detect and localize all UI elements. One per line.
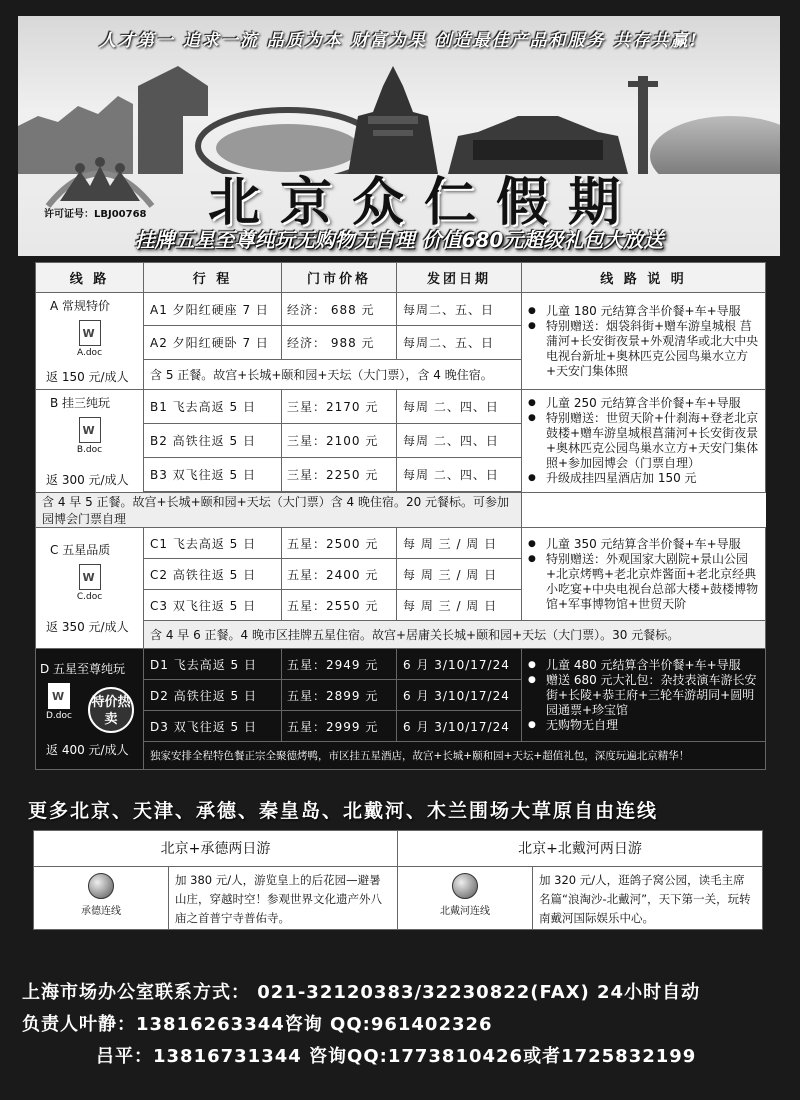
description-cell [522, 390, 766, 493]
combo-description: 加 320 元/人，逛鸽子窝公园，读毛主席名篇“浪淘沙-北戴河”，天下第一关，玩转南戴河国际娱乐中心。 [539, 873, 751, 925]
col-header-price: 门市价格 [282, 263, 397, 293]
desc-item: ● 特别赠送：世贸天阶+什刹海+登老北京鼓楼+赠车游皇城根菖蒲河+长安街夜景+奥林匹克公园鸟巢水立方+天安门集体照+参加园博会（门票自理） [528, 411, 761, 471]
special-offer-badge: 特价热卖 [88, 687, 134, 733]
contact-person-1: 负责人叶静：13816263344咨询 QQ:961402326 [22, 1014, 493, 1035]
globe-icon [452, 873, 478, 899]
more-routes-heading: 更多北京、天津、承德、秦皇岛、北戴河、木兰围场大草原自由连线 [28, 800, 659, 822]
contact-person-2: 吕平：13816731344 咨询QQ:1773810426或者1725832199 [96, 1046, 697, 1067]
combo-icon-label: 承德连线 [81, 906, 121, 917]
line-cell-d [36, 649, 144, 770]
col-header-description: 线 路 说 明 [522, 263, 766, 293]
desc-item: ● 无购物无自理 [528, 718, 761, 733]
combo-title: 北京+北戴河两日游 [398, 831, 762, 867]
price-cell: 五星：2899 元 [282, 680, 397, 711]
line-cell-b [36, 390, 144, 493]
line-name: A 常规特价 [50, 299, 111, 313]
doc-filename[interactable]: D.doc [46, 711, 72, 721]
desc-item: ● 特别赠送：烟袋斜街+赠车游皇城根 莒蒲河+长安街夜景+外观清华或北大中央电视台新址+奥林匹克公园鸟巢水立方+天安门集体照 [528, 319, 761, 379]
table-row [36, 390, 766, 424]
table-row [36, 742, 766, 770]
word-doc-icon[interactable] [79, 417, 101, 443]
combo-description: 加 380 元/人，游览皇上的后花园—避暑山庄，穿越时空！参观世界文化遗产外八庙之首普宁寺普佑寺。 [175, 873, 382, 925]
inclusion-note: 含 4 早 6 正餐。4 晚市区挂牌五星住宿。故宫+居庸关长城+颐和园+天坛（大门票）。30 元餐标。 [144, 621, 766, 649]
price-cell: 三星：2100 元 [282, 423, 397, 457]
itinerary-cell: D3 双飞往返 5 日 [144, 711, 282, 742]
rebate-text: 返 350 元/成人 [46, 620, 129, 634]
combo-tours [33, 830, 763, 930]
col-header-date: 发团日期 [397, 263, 522, 293]
description-cell [522, 528, 766, 621]
rebate-text: 返 300 元/成人 [46, 473, 129, 487]
line-name: D 五星至尊纯玩 [40, 662, 126, 676]
date-cell: 每周二、五、日 [397, 293, 522, 326]
word-doc-icon[interactable] [79, 564, 101, 590]
inclusion-note: 含 4 早 5 正餐。故宫+长城+颐和园+天坛（大门票）含 4 晚住宿。20 元餐标。可参加园博会门票自理 [36, 493, 522, 528]
date-cell: 6 月 3/10/17/24 [397, 711, 522, 742]
combo-icon-label: 北戴河连线 [440, 906, 490, 917]
itinerary-cell: D2 高铁往返 5 日 [144, 680, 282, 711]
desc-item: ● 升级成挂四星酒店加 150 元 [528, 471, 761, 486]
date-cell: 每周 二、四、日 [397, 390, 522, 424]
desc-item: ● 特别赠送：外观国家大剧院+景山公园+北京烤鸭+老北京炸酱面+老北京经典小吃宴+中央电视台总部大楼+鼓楼博物馆+军事博物馆+世贸天阶 [528, 552, 761, 612]
itinerary-cell: C3 双飞往返 5 日 [144, 590, 282, 621]
price-cell: 五星：2550 元 [282, 590, 397, 621]
date-cell: 每周二、五、日 [397, 326, 522, 359]
date-cell: 6 月 3/10/17/24 [397, 680, 522, 711]
line-cell-c [36, 528, 144, 649]
itinerary-cell: C1 飞去高返 5 日 [144, 528, 282, 559]
date-cell: 每 周 三 / 周 日 [397, 559, 522, 590]
header-banner [18, 16, 780, 256]
rebate-text: 返 400 元/成人 [46, 743, 129, 757]
combo-chengde [34, 831, 398, 929]
col-header-line: 线 路 [36, 263, 144, 293]
price-cell: 五星：2400 元 [282, 559, 397, 590]
itinerary-cell: A2 夕阳红硬卧 7 日 [144, 326, 282, 359]
desc-item: ● 儿童 250 元结算含半价餐+车+导服 [528, 396, 761, 411]
slogan: 人才第一 追求一流 品质为本 财富为果 创造最佳产品和服务 共存共赢! [98, 31, 700, 51]
date-cell: 6 月 3/10/17/24 [397, 649, 522, 680]
itinerary-cell: B1 飞去高返 5 日 [144, 390, 282, 424]
price-cell: 五星：2999 元 [282, 711, 397, 742]
combo-title: 北京+承德两日游 [34, 831, 397, 867]
desc-item: ● 儿童 480 元结算含半价餐+车+导服 [528, 658, 761, 673]
combo-beidaihe [398, 831, 762, 929]
table-row [36, 293, 766, 326]
doc-filename[interactable]: B.doc [76, 445, 103, 455]
price-cell: 五星：2949 元 [282, 649, 397, 680]
doc-filename[interactable]: C.doc [76, 592, 103, 602]
line-cell-a [36, 293, 144, 390]
date-cell: 每 周 三 / 周 日 [397, 590, 522, 621]
combo-icon-cell[interactable] [34, 867, 169, 929]
globe-icon [88, 873, 114, 899]
desc-item: ● 儿童 350 元结算含半价餐+车+导服 [528, 537, 761, 552]
doc-filename[interactable]: A.doc [76, 348, 103, 358]
description-cell [522, 649, 766, 742]
price-cell: 三星：2170 元 [282, 390, 397, 424]
table-row [36, 621, 766, 649]
table-row [36, 493, 766, 528]
desc-item: ● 儿童 180 元结算含半价餐+车+导服 [528, 304, 761, 319]
line-name: C 五星品质 [50, 543, 111, 557]
inclusion-note: 含 5 正餐。故宫+长城+颐和园+天坛（大门票），含 4 晚住宿。 [144, 359, 522, 389]
contact-office: 上海市场办公室联系方式： 021-32120383/32230822(FAX) 24小时自动 [22, 982, 701, 1003]
line-name: B 挂三纯玩 [50, 396, 111, 410]
word-doc-icon[interactable] [48, 683, 70, 709]
itinerary-cell: A1 夕阳红硬座 7 日 [144, 293, 282, 326]
col-header-itinerary: 行 程 [144, 263, 282, 293]
price-cell: 五星：2500 元 [282, 528, 397, 559]
itinerary-cell: B3 双飞往返 5 日 [144, 457, 282, 491]
price-cell: 三星：2250 元 [282, 457, 397, 491]
date-cell: 每 周 三 / 周 日 [397, 528, 522, 559]
description-cell [522, 293, 766, 390]
table-row [36, 649, 766, 680]
routes-table [35, 262, 766, 770]
price-cell: 经济： 988 元 [282, 326, 397, 359]
table-header-row [36, 263, 766, 293]
itinerary-cell: D1 飞去高返 5 日 [144, 649, 282, 680]
combo-icon-cell[interactable] [398, 867, 533, 929]
license-number: 许可证号：LBJ00768 [44, 209, 147, 220]
company-title: 北京众仁假期 [208, 172, 641, 233]
date-cell: 每周 二、四、日 [397, 457, 522, 491]
desc-item: ● 赠送 680 元大礼包：杂技表演车游长安街+长陵+恭王府+三轮车游胡同+圆明园通票+珍宝馆 [528, 673, 761, 718]
itinerary-cell: C2 高铁往返 5 日 [144, 559, 282, 590]
table-row [36, 528, 766, 559]
word-doc-icon[interactable] [79, 320, 101, 346]
itinerary-cell: B2 高铁往返 5 日 [144, 423, 282, 457]
rebate-text: 返 150 元/成人 [46, 370, 129, 384]
price-cell: 经济： 688 元 [282, 293, 397, 326]
promo-subtitle: 挂牌五星至尊纯玩无购物无自理 价值680元超级礼包大放送 [134, 228, 664, 252]
inclusion-note: 独家安排全程特色餐正宗全聚德烤鸭，市区挂五星酒店，故宫+长城+颐和园+天坛+超值礼包，深度玩遍北京精华！ [144, 742, 766, 770]
date-cell: 每周 二、四、日 [397, 423, 522, 457]
